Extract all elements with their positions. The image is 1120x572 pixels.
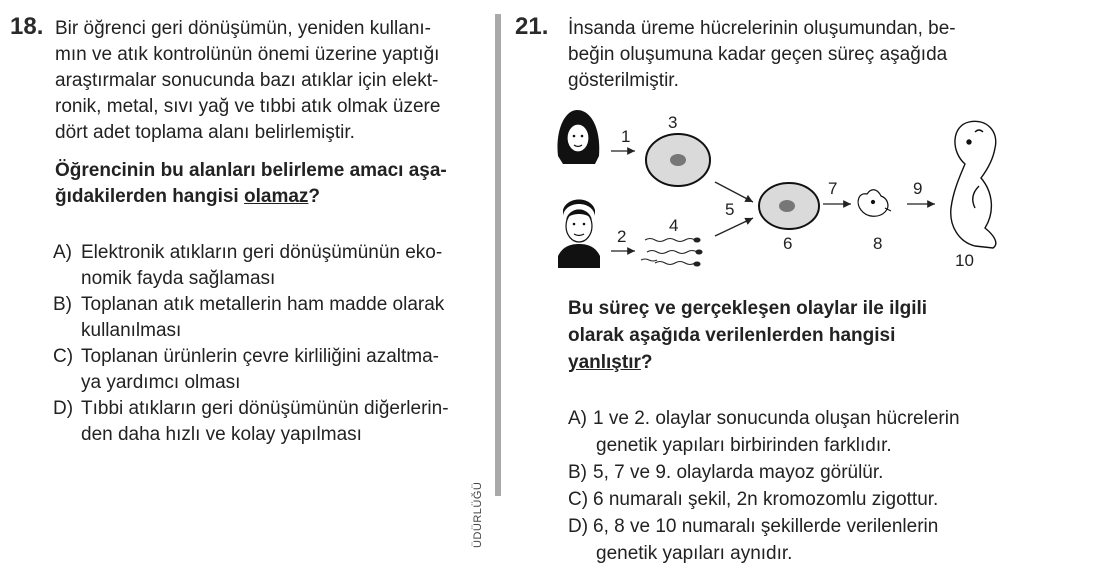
q18-question-line-2 bbox=[55, 184, 320, 209]
q21-question-mark: ? bbox=[640, 352, 653, 373]
q21-option-a-letter[interactable]: A) bbox=[568, 408, 587, 429]
question-18-number: 18. bbox=[10, 13, 44, 40]
label-6: 6 bbox=[783, 234, 793, 253]
q18-option-a-letter[interactable]: A) bbox=[53, 242, 72, 263]
q18-question-keyword: olamaz bbox=[244, 186, 309, 207]
label-10: 10 bbox=[955, 251, 974, 270]
q21-option-b-letter[interactable]: B) bbox=[568, 462, 587, 483]
label-9: 9 bbox=[913, 179, 923, 198]
woman-face-icon bbox=[557, 110, 599, 164]
side-watermark: ÜDÜRLÜĞÜ bbox=[472, 481, 484, 548]
column-divider bbox=[495, 14, 501, 496]
q21-question-line-1: Bu süreç ve gerçekleşen olaylar ile ilgili bbox=[568, 298, 928, 319]
question-21-number: 21. bbox=[515, 13, 549, 40]
q21-option-a-line-2[interactable]: genetik yapıları birbirinden farklıdır. bbox=[596, 435, 892, 456]
q21-option-a-line-1[interactable]: 1 ve 2. olaylar sonucunda oluşan hücrelerin bbox=[593, 408, 960, 429]
arrow-5-lower bbox=[715, 218, 753, 236]
q18-option-c-line-2[interactable]: ya yardımcı olması bbox=[81, 372, 241, 393]
label-2: 2 bbox=[617, 227, 627, 246]
q21-stem-line-1: İnsanda üreme hücrelerinin oluşumundan, be- bbox=[568, 18, 956, 39]
q21-option-c-line-1[interactable]: 6 numaralı şekil, 2n kromozomlu zigottur. bbox=[593, 489, 939, 510]
q21-option-c-letter[interactable]: C) bbox=[568, 489, 589, 510]
q18-option-d-letter[interactable]: D) bbox=[53, 398, 74, 419]
q21-option-b-line-1[interactable]: 5, 7 ve 9. olaylarda mayoz görülür. bbox=[593, 462, 884, 483]
q18-option-b-letter[interactable]: B) bbox=[53, 294, 72, 315]
q18-stem-line-2: mın ve atık kontrolünün önemi üzerine yaptığı bbox=[55, 44, 440, 65]
q21-option-d-line-2[interactable]: genetik yapıları aynıdır. bbox=[596, 543, 793, 564]
q21-stem-line-3: gösterilmiştir. bbox=[568, 70, 679, 91]
label-8: 8 bbox=[873, 234, 883, 253]
q18-question-line-1: Öğrencinin bu alanları belirleme amacı aşa- bbox=[55, 160, 447, 181]
label-4: 4 bbox=[669, 216, 679, 235]
fetus-icon bbox=[951, 121, 996, 248]
q18-question-text: ğıdakilerden hangisi bbox=[55, 186, 244, 207]
label-5: 5 bbox=[725, 200, 735, 219]
q18-stem-line-3: araştırmalar sonucunda bazı atıklar için elekt- bbox=[55, 70, 439, 91]
reproduction-process-figure bbox=[555, 108, 1005, 278]
q18-stem-line-5: dört adet toplama alanı belirlemiştir. bbox=[55, 122, 355, 143]
label-1: 1 bbox=[621, 127, 631, 146]
q18-stem-line-1: Bir öğrenci geri dönüşümün, yeniden kullanı- bbox=[55, 18, 431, 39]
embryo-icon bbox=[858, 190, 891, 217]
q18-option-b-line-1[interactable]: Toplanan atık metallerin ham madde olarak bbox=[81, 294, 445, 315]
q21-option-d-line-1[interactable]: 6, 8 ve 10 numaralı şekillerde verilenlerin bbox=[593, 516, 939, 537]
q21-question-line-2: olarak aşağıda verilenlerden hangisi bbox=[568, 325, 896, 346]
q18-option-a-line-2[interactable]: nomik fayda sağlaması bbox=[81, 268, 276, 289]
q18-option-b-line-2[interactable]: kullanılması bbox=[81, 320, 182, 341]
q18-option-c-line-1[interactable]: Toplanan ürünlerin çevre kirliliğini azaltma- bbox=[81, 346, 439, 367]
man-face-icon bbox=[558, 200, 600, 269]
label-3: 3 bbox=[668, 113, 678, 132]
egg-nucleus-icon bbox=[670, 154, 686, 166]
label-7: 7 bbox=[828, 179, 838, 198]
q18-option-d-line-2[interactable]: den daha hızlı ve kolay yapılması bbox=[81, 424, 362, 445]
q21-stem-line-2: beğin oluşumuna kadar geçen süreç aşağıda bbox=[568, 44, 948, 65]
q21-question-keyword: yanlıştır bbox=[568, 352, 641, 373]
q18-option-c-letter[interactable]: C) bbox=[53, 346, 74, 367]
q18-option-a-line-1[interactable]: Elektronik atıkların geri dönüşümünün eko- bbox=[81, 242, 443, 263]
sperm-cells-icon bbox=[641, 238, 702, 266]
q18-stem-line-4: ronik, metal, sıvı yağ ve tıbbi atık olmak üzere bbox=[55, 96, 441, 117]
q21-question-line-3 bbox=[568, 350, 652, 375]
q18-question-mark: ? bbox=[308, 186, 321, 207]
zygote-nucleus-icon bbox=[779, 200, 795, 212]
q18-option-d-line-1[interactable]: Tıbbi atıkların geri dönüşümünün diğerlerin- bbox=[81, 398, 449, 419]
q21-option-d-letter[interactable]: D) bbox=[568, 516, 589, 537]
arrow-5-upper bbox=[715, 182, 753, 202]
